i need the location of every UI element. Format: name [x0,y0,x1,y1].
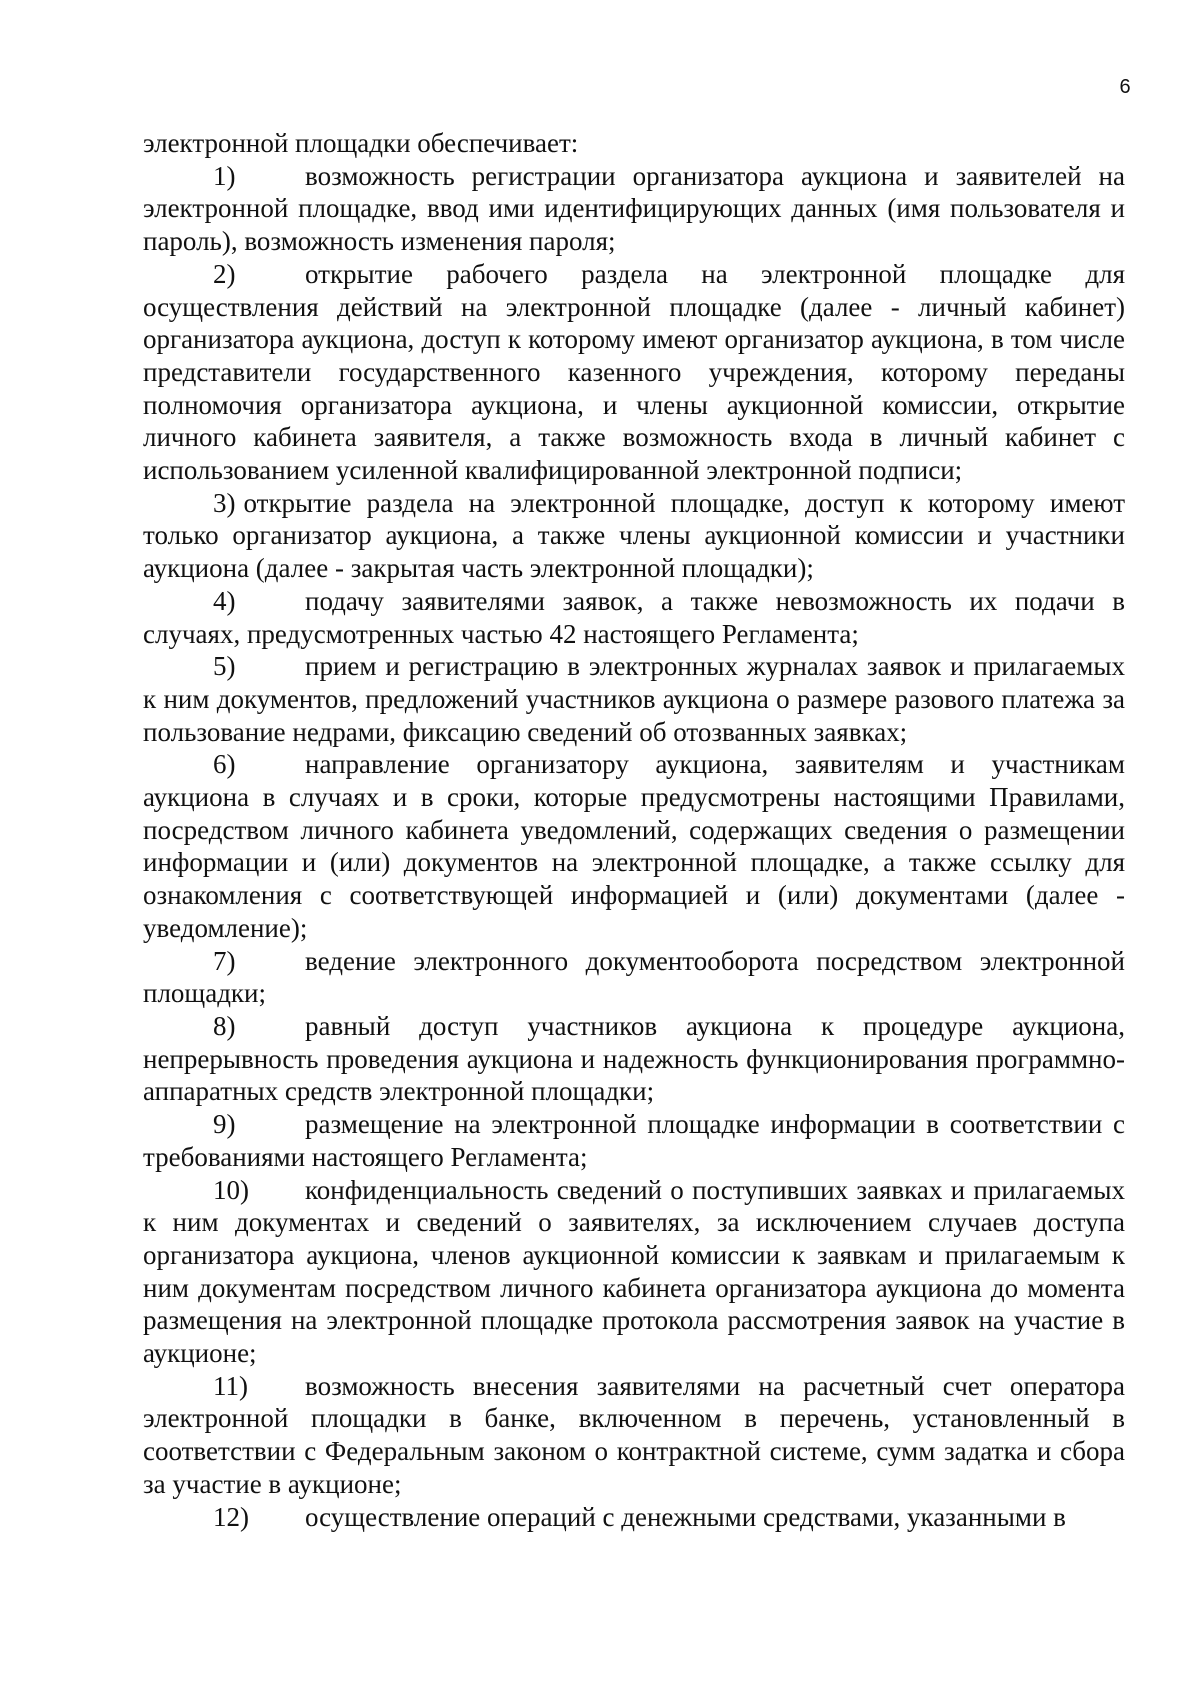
list-item-12 [143,1501,1125,1534]
list-item-text: размещение на электронной площадке информации в соответствии с требованиями настоящего Регламента; [143,1109,1125,1172]
list-item-text: конфиденциальность сведений о поступивших заявках и прилагаемых к ним документах и сведений о заявителях, за исключением случаев доступа организатора аукциона, членов аукционной комиссии к заявкам и прилагаемым к ним документам посредством личного кабинета организатора аукциона до момента размещения на электронной площадке протокола рассмотрения заявок на участие в аукционе; [143,1174,1125,1369]
list-item-2 [143,258,1125,487]
list-item-number: 8) [213,1010,236,1041]
list-item-number: 4) [213,585,236,616]
list-item-text: открытие рабочего раздела на электронной площадке для осуществления действий на электронной площадке (далее - личный кабинет) организатора аукциона, доступ к которому имеют организатор аукциона, в том числе представители государственного казенного учреждения, которому переданы полномочия организатора аукциона, и члены аукционной комиссии, открытие личного кабинета заявителя, а также возможность входа в личный кабинет с использованием усиленной квалифицированной электронной подписи; [143,258,1125,486]
list-item-text: прием и регистрацию в электронных журналах заявок и прилагаемых к ним документов, предложений участников аукциона о размере разового платежа за пользование недрами, фиксацию сведений об отозванных заявках; [143,651,1125,747]
list-item-number: 12) [213,1501,249,1532]
list-item-11 [143,1370,1125,1501]
document-body [143,127,1125,1533]
list-item-text: ведение электронного документооборота посредством электронной площадки; [143,945,1125,1009]
list-item-3 [143,487,1125,585]
paragraph-intro [143,127,1125,160]
list-item-5 [143,650,1125,748]
list-item-6 [143,748,1125,944]
list-item-number: 11) [213,1370,248,1401]
list-item-number: 3) [213,487,236,518]
list-item-number: 1) [213,160,236,191]
list-item-text: равный доступ участников аукциона к процедуре аукциона, непрерывность проведения аукциона и надежность функционирования программно-аппаратных средств электронной площадки; [143,1010,1125,1107]
paragraph-text: электронной площадки обеспечивает: [143,128,579,158]
list-item-text: подачу заявителями заявок, а также невозможность их подачи в случаях, предусмотренных частью 42 настоящего Регламента; [143,585,1125,649]
list-item-number: 10) [213,1174,249,1205]
list-item-9 [143,1108,1125,1173]
list-item-number: 6) [213,749,236,780]
list-item-number: 5) [213,651,236,682]
list-item-text: возможность регистрации организатора аукциона и заявителей на электронной площадке, ввод ими идентифицирующих данных (имя пользователя и пароль), возможность изменения пароля; [143,160,1125,257]
list-item-7 [143,945,1125,1010]
list-item-text: возможность внесения заявителями на расчетный счет оператора электронной площадки в банке, включенном в перечень, установленный в соответствии с Федеральным законом о контрактной системе, сумм задатка и сбора за участие в аукционе; [143,1370,1125,1499]
list-item-text: направление организатору аукциона, заявителям и участникам аукциона в случаях и в сроки, которые предусмотрены настоящими Правилами, посредством личного кабинета уведомлений, содержащих сведения о размещении информации и (или) документов на электронной площадке, а также ссылку для ознакомления с соответствующей информацией и (или) документами (далее - уведомление); [143,749,1125,943]
list-item-text: осуществление операций с денежными средствами, указанными в [305,1501,1066,1532]
page-number: 6 [1119,76,1131,98]
list-item-4 [143,585,1125,650]
list-item-number: 7) [213,945,236,976]
list-item-text: открытие раздела на электронной площадке, доступ к которому имеют только организатор аукциона, а также члены аукционной комиссии и участники аукциона (далее - закрытая часть электронной площадки); [143,487,1125,584]
list-item-1 [143,160,1125,258]
list-item-number: 9) [213,1109,236,1140]
list-item-number: 2) [213,258,236,289]
list-item-8 [143,1010,1125,1108]
list-item-10 [143,1174,1125,1370]
